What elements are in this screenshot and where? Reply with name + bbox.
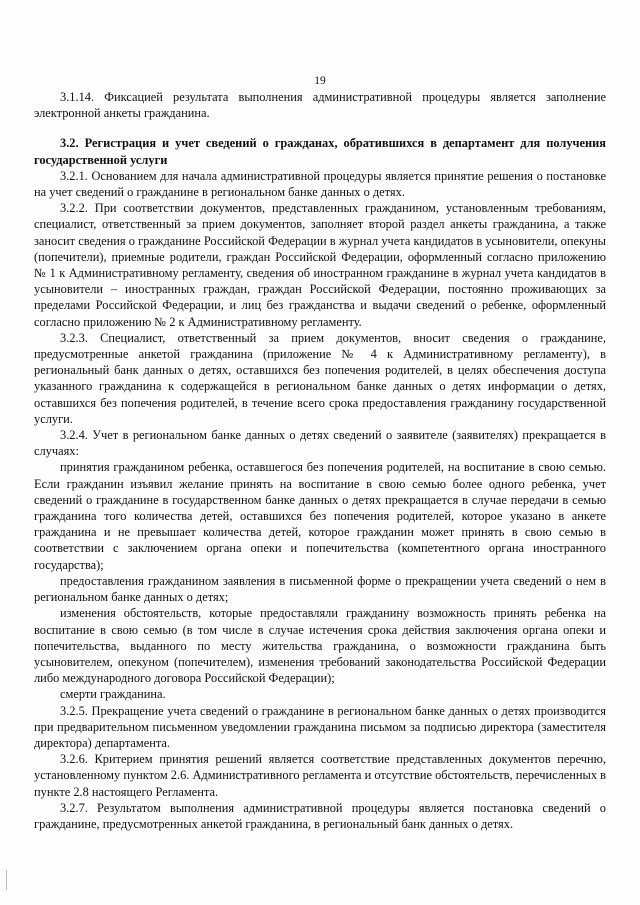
document-body xyxy=(34,89,606,832)
scan-margin-mark xyxy=(6,870,7,890)
paragraph-3-2-6: 3.2.6. Критерием принятия решений является соответствие представленных документов перечню, установленному пунктом 2.6. Административного регламента и отсутствие обстоятельств, перечисленных в пункте 2.8 настоящего Регламента. xyxy=(34,752,606,799)
list-item-circumstances-change: изменения обстоятельств, которые предоставляли гражданину возможность принять ребенка на воспитание в свою семью (в том числе в случае истечения срока действия заключения органа опеки и попечительства, выданного по месту жительства гражданина, о возможности гражданина быть усыновителем, опекуном (попечителем), изменения требований законодательства Российской Федерации либо международного договора Российской Федерации); xyxy=(34,606,606,686)
paragraph-3-1-14: 3.1.14. Фиксацией результата выполнения административной процедуры является заполнение электронной анкеты гражданина. xyxy=(34,90,606,121)
paragraph-3-2-2: 3.2.2. При соответствии документов, представленных гражданином, установленным требованиям, специалист, ответственный за прием документов, заполняет второй раздел анкеты гражданина, а также заносит сведения о гражданине Российской Федерации в журнал учета кандидатов в усыновители, опекуны (попечители), приемные родители, граждан Российской Федерации, оформленный согласно приложению № 1 к Административному регламенту, сведения об иностранном гражданине в журнал учета кандидатов в усыновители – иностранных граждан, граждан Российской Федерации, постоянно проживающих за пределами Российской Федерации, и лиц без гражданства и выдачи сведений о ребенке, оформленный согласно приложению № 2 к Административному регламенту. xyxy=(34,201,606,329)
paragraph-3-2-3: 3.2.3. Специалист, ответственный за прием документов, вносит сведения о гражданине, предусмотренные анкетой гражданина (приложение № 4 к Административному регламенту), в региональный банк данных о детях, оставшихся без попечения родителей, в целях обеспечения доступа указанного гражданина к содержащейся в региональном банке данных о детях информации о детях, оставшихся без попечения родителей, в течение всего срока предоставления гражданину государственной услуги. xyxy=(34,330,606,426)
paragraph-3-2-4: 3.2.4. Учет в региональном банке данных о детях сведений о заявителе (заявителях) прекращается в случаях: xyxy=(34,428,606,459)
section-heading-3-2: 3.2. Регистрация и учет сведений о гражданах, обратившихся в департамент для получения государственной услуги xyxy=(34,136,606,167)
list-item-written-request: предоставления гражданином заявления в письменной форме о прекращении учета сведений о нем в региональном банке данных о детях; xyxy=(34,573,606,605)
paragraph-3-2-7: 3.2.7. Результатом выполнения административной процедуры является постановка сведений о гражданине, предусмотренных анкетой гражданина, в региональный банк данных о детях. xyxy=(34,800,606,831)
list-item-death: смерти гражданина. xyxy=(60,687,166,702)
paragraph-3-2-1: 3.2.1. Основанием для начала административной процедуры является принятие решения о постановке на учет сведений о гражданине в региональном банке данных о детях. xyxy=(34,168,606,200)
paragraph-3-2-5: 3.2.5. Прекращение учета сведений о гражданине в региональном банке данных о детях производится при предварительном письменном уведомлении гражданина письмом за подписью директора (заместителя директора) департамента. xyxy=(34,703,606,750)
page-number: 19 xyxy=(314,75,326,87)
list-item-adoption: принятия гражданином ребенка, оставшегося без попечения родителей, на воспитание в свою семью. Если гражданин изъявил желание принять на воспитание в свою семью более одного ребенка, учет сведений о гражданине в государственном банке данных о детях прекращается в случае передачи в семью гражданина того количества детей, оставшихся без попечения родителей, которое указано в анкете гражданина и не превышает количества детей, которое гражданин может принять в свою семью в соответствии с заключением органа опеки и попечительства (компетентного органа иностранного государства); xyxy=(34,460,606,572)
